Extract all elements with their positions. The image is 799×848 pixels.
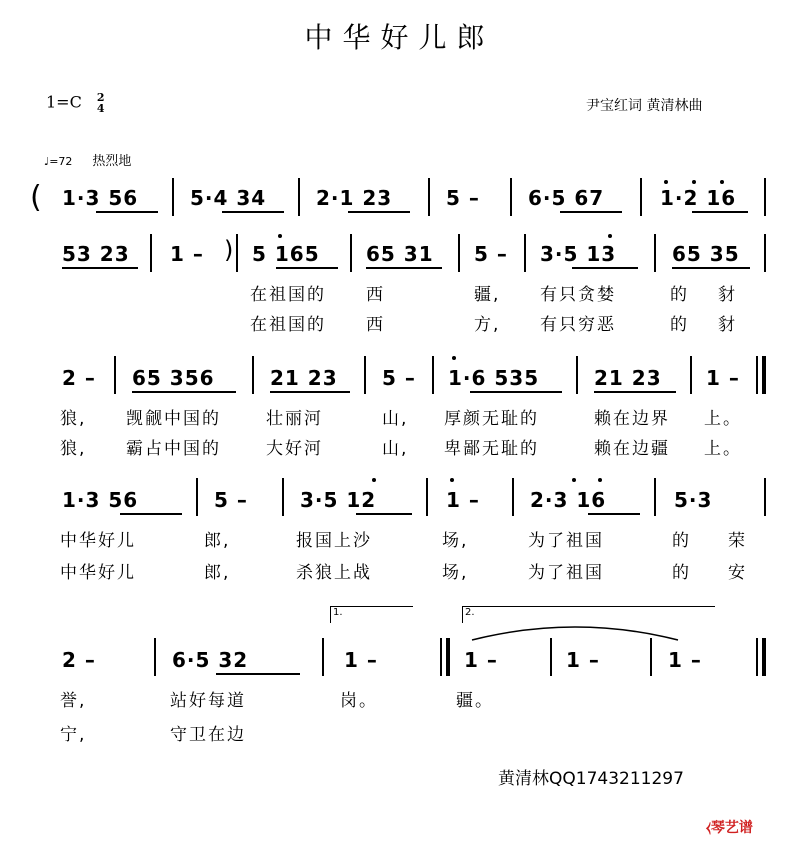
lyric: 誉, xyxy=(60,691,87,711)
measure: 65 35 xyxy=(672,242,740,266)
lyric: 报国上沙 xyxy=(296,531,372,551)
barline xyxy=(690,356,692,394)
lyric: 赖在边疆 xyxy=(594,439,670,459)
key-signature xyxy=(46,92,105,114)
lyric: 方, xyxy=(474,315,501,335)
repeat-barline xyxy=(756,356,758,394)
lyric: 赖在边界 xyxy=(594,409,670,429)
measure: 21 23 xyxy=(270,366,338,390)
barline xyxy=(236,234,238,272)
barline xyxy=(150,234,152,272)
time-signature xyxy=(97,92,105,114)
lyric: 场, xyxy=(442,563,469,583)
measure: 2·3 16 xyxy=(530,488,607,512)
lyric: 在祖国的 xyxy=(250,285,326,305)
lyric: 大好河 xyxy=(266,439,323,459)
barline xyxy=(154,638,156,676)
barline xyxy=(510,178,512,216)
beam xyxy=(216,673,300,675)
lyric: 站好每道 xyxy=(170,691,246,711)
author-contact: 黄清林QQ1743211297 xyxy=(498,769,684,789)
lyric: 山, xyxy=(382,439,409,459)
lyric: 岗。 xyxy=(340,691,378,711)
lyric: 安 xyxy=(728,563,747,583)
high-octave-dot xyxy=(598,478,602,482)
barline xyxy=(364,356,366,394)
page-title: 中华好儿郎 xyxy=(304,21,495,54)
measure: 6·5 67 xyxy=(528,186,605,210)
barline xyxy=(322,638,324,676)
high-octave-dot xyxy=(372,478,376,482)
measure: 5·3 xyxy=(674,488,713,512)
lyric: 郎, xyxy=(204,531,231,551)
lyric: 的 xyxy=(672,563,691,583)
barline xyxy=(426,478,428,516)
beam xyxy=(120,513,182,515)
tie-arc xyxy=(470,622,680,642)
measure: 1 – xyxy=(446,488,480,512)
barline xyxy=(764,478,766,516)
barline xyxy=(252,356,254,394)
beam xyxy=(276,267,338,269)
lyric: 疆。 xyxy=(456,691,494,711)
barline xyxy=(282,478,284,516)
tie-path xyxy=(472,627,678,640)
barline xyxy=(512,478,514,516)
lyric: 场, xyxy=(442,531,469,551)
measure: 3·5 12 xyxy=(300,488,377,512)
lyric: 荣 xyxy=(728,531,747,551)
beam xyxy=(588,513,640,515)
time-bottom: 4 xyxy=(96,102,105,115)
lyric: 守卫在边 xyxy=(170,725,246,745)
lyric: 觊觎中国的 xyxy=(126,409,221,429)
lyric: 上。 xyxy=(704,409,742,429)
high-octave-dot xyxy=(450,478,454,482)
measure: 5·4 34 xyxy=(190,186,267,210)
lyric: 在祖国的 xyxy=(250,315,326,335)
beam xyxy=(572,267,638,269)
beam xyxy=(96,211,158,213)
lyric: 杀狼上战 xyxy=(296,563,372,583)
final-barline xyxy=(756,638,758,676)
barline xyxy=(576,356,578,394)
repeat-end-barline-thick xyxy=(446,638,450,676)
high-octave-dot xyxy=(692,180,696,184)
barline xyxy=(524,234,526,272)
measure: 1·3 56 xyxy=(62,488,139,512)
measure: 2 – xyxy=(62,366,96,390)
measure: 1 – xyxy=(464,648,498,672)
lyric: 山, xyxy=(382,409,409,429)
beam xyxy=(672,267,750,269)
measure: 5 165 xyxy=(252,242,320,266)
lyric: 西 xyxy=(366,315,385,335)
barline xyxy=(764,234,766,272)
measure: 65 31 xyxy=(366,242,434,266)
barline xyxy=(114,356,116,394)
barline xyxy=(458,234,460,272)
barline xyxy=(172,178,174,216)
barline xyxy=(428,178,430,216)
lyric: 的 xyxy=(670,285,689,305)
beam xyxy=(348,211,410,213)
opening-paren: ( xyxy=(30,180,42,215)
beam xyxy=(356,513,412,515)
barline xyxy=(764,178,766,216)
measure: 3·5 13 xyxy=(540,242,617,266)
measure: 1 – xyxy=(170,242,204,266)
tempo-marking xyxy=(44,150,131,169)
beam xyxy=(366,267,442,269)
barline xyxy=(550,638,552,676)
measure: 1 – xyxy=(668,648,702,672)
lyric: 霸占中国的 xyxy=(126,439,221,459)
measure: 53 23 xyxy=(62,242,130,266)
logo-text: 琴艺谱 xyxy=(710,820,753,836)
tempo-mark: ♩=72 xyxy=(44,155,73,168)
barline xyxy=(654,478,656,516)
volta-second: 2. xyxy=(462,606,715,623)
measure: 1·2 16 xyxy=(660,186,737,210)
volta-first: 1. xyxy=(330,606,413,623)
lyric: 中华好儿 xyxy=(60,531,136,551)
beam xyxy=(270,391,350,393)
final-barline-thick xyxy=(762,638,766,676)
time-top: 2 xyxy=(96,91,105,104)
lyric: 疆, xyxy=(474,285,501,305)
lyric: 的 xyxy=(672,531,691,551)
lyric: 为了祖国 xyxy=(528,563,604,583)
barline xyxy=(432,356,434,394)
lyric: 西 xyxy=(366,285,385,305)
lyric: 有只贪婪 xyxy=(540,285,616,305)
lyric: 上。 xyxy=(704,439,742,459)
beam xyxy=(594,391,676,393)
measure: 5 – xyxy=(214,488,248,512)
measure: 1·6 535 xyxy=(448,366,540,390)
beam xyxy=(692,211,748,213)
measure: 5 – xyxy=(446,186,480,210)
lyric: 豺 xyxy=(718,315,737,335)
site-logo[interactable] xyxy=(706,817,753,837)
high-octave-dot xyxy=(572,478,576,482)
barline xyxy=(650,638,652,676)
beam xyxy=(132,391,236,393)
barline xyxy=(298,178,300,216)
measure: 1 – xyxy=(706,366,740,390)
lyric: 宁, xyxy=(60,725,87,745)
measure: 1·3 56 xyxy=(62,186,139,210)
measure: 65 356 xyxy=(132,366,215,390)
key-label: 1=C xyxy=(46,92,82,112)
high-octave-dot xyxy=(664,180,668,184)
lyric: 郎, xyxy=(204,563,231,583)
logo-icon: ⧼ xyxy=(706,820,711,836)
lyric: 狼, xyxy=(60,409,87,429)
lyric: 有只穷恶 xyxy=(540,315,616,335)
beam xyxy=(62,267,138,269)
lyric: 壮丽河 xyxy=(266,409,323,429)
high-octave-dot xyxy=(452,356,456,360)
lyric: 的 xyxy=(670,315,689,335)
barline xyxy=(654,234,656,272)
measure: 1 – xyxy=(566,648,600,672)
barline xyxy=(640,178,642,216)
beam xyxy=(560,211,622,213)
beam xyxy=(470,391,562,393)
lyric: 卑鄙无耻的 xyxy=(444,439,539,459)
repeat-end-barline xyxy=(440,638,442,676)
tempo-mood: 热烈地 xyxy=(92,154,132,169)
measure: 2·1 23 xyxy=(316,186,393,210)
repeat-barline-thick xyxy=(762,356,766,394)
measure: 2 – xyxy=(62,648,96,672)
lyric: 豺 xyxy=(718,285,737,305)
barline xyxy=(350,234,352,272)
measure: 1 – xyxy=(344,648,378,672)
high-octave-dot xyxy=(278,234,282,238)
lyric: 中华好儿 xyxy=(60,563,136,583)
beam xyxy=(222,211,284,213)
measure: 6·5 32 xyxy=(172,648,249,672)
lyric: 为了祖国 xyxy=(528,531,604,551)
high-octave-dot xyxy=(720,180,724,184)
high-octave-dot xyxy=(608,234,612,238)
measure: 5 – xyxy=(382,366,416,390)
barline xyxy=(196,478,198,516)
credits: 尹宝红词 黄清林曲 xyxy=(586,98,703,114)
lyric: 厚颜无耻的 xyxy=(444,409,539,429)
lyric: 狼, xyxy=(60,439,87,459)
measure: 21 23 xyxy=(594,366,662,390)
closing-paren: ) xyxy=(224,236,234,264)
measure: 5 – xyxy=(474,242,508,266)
